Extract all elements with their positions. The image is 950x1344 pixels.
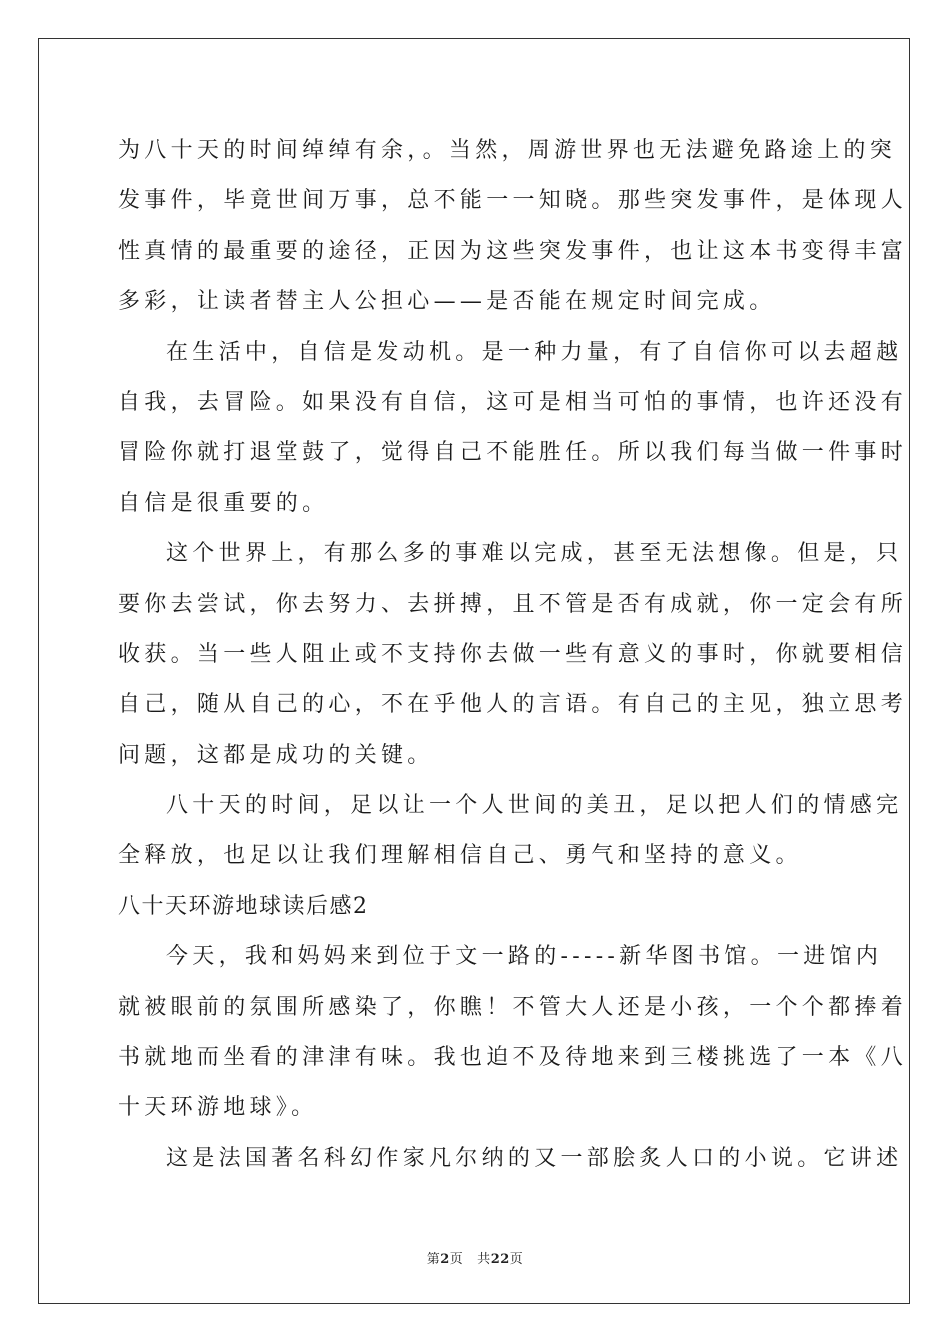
text-line: 十天环游地球》。	[118, 1095, 318, 1121]
text-line: 自己，随从自己的心，不在乎他人的言语。有自己的主见，独立思考	[118, 692, 908, 718]
current-page-number: 2	[440, 1252, 450, 1267]
text-line: 为八十天的时间绰绰有余，。当然，周游世界也无法避免路途上的突	[118, 138, 897, 163]
paragraph-start-line: 今天，我和妈妈来到位于文一路的-----新华图书馆。一进馆内	[166, 944, 883, 970]
text-line: 发事件，毕竟世间万事，总不能一一知晓。那些突发事件，是体现人	[118, 188, 908, 214]
text-line: 自我，去冒险。如果没有自信，这可是相当可怕的事情，也许还没有	[118, 389, 908, 415]
paragraph-start-line: 在生活中，自信是发动机。是一种力量，有了自信你可以去超越	[166, 339, 903, 365]
total-label-prefix: 共	[477, 1252, 491, 1267]
text-line: 就被眼前的氛围所感染了，你瞧！不管大人还是小孩，一个个都捧着	[118, 994, 908, 1020]
total-label-suffix: 页	[509, 1252, 524, 1267]
total-page-number: 22	[490, 1252, 510, 1267]
text-line: 要你去尝试，你去努力、去拼搏，且不管是否有成就，你一定会有所	[118, 591, 908, 617]
text-line: 性真情的最重要的途径，正因为这些突发事件，也让这本书变得丰富	[118, 238, 908, 264]
text-line: 自信是很重要的。	[118, 490, 329, 516]
text-line: 问题，这都是成功的关键。	[118, 742, 434, 768]
page-footer	[0, 1248, 950, 1267]
paragraph-start-line: 八十天的时间，足以让一个人世间的美丑，足以把人们的情感完	[166, 793, 903, 819]
page-label-suffix: 页	[449, 1252, 464, 1267]
section-heading: 八十天环游地球读后感2	[118, 893, 369, 919]
paragraph-start-line: 这是法国著名科幻作家凡尔纳的又一部脍炙人口的小说。它讲述	[166, 1145, 903, 1171]
text-line: 多彩，让读者替主人公担心——是否能在规定时间完成。	[118, 289, 776, 315]
paragraph-start-line: 这个世界上，有那么多的事难以完成，甚至无法想像。但是，只	[166, 541, 903, 567]
text-line: 冒险你就打退堂鼓了，觉得自己不能胜任。所以我们每当做一件事时	[118, 440, 908, 466]
page-label-prefix: 第	[426, 1252, 441, 1267]
text-line: 全释放，也足以让我们理解相信自己、勇气和坚持的意义。	[118, 843, 802, 869]
text-line: 收获。当一些人阻止或不支持你去做一些有意义的事时，你就要相信	[118, 641, 908, 667]
document-body	[118, 126, 908, 1184]
text-line: 书就地而坐看的津津有味。我也迫不及待地来到三楼挑选了一本《八	[118, 1045, 908, 1071]
